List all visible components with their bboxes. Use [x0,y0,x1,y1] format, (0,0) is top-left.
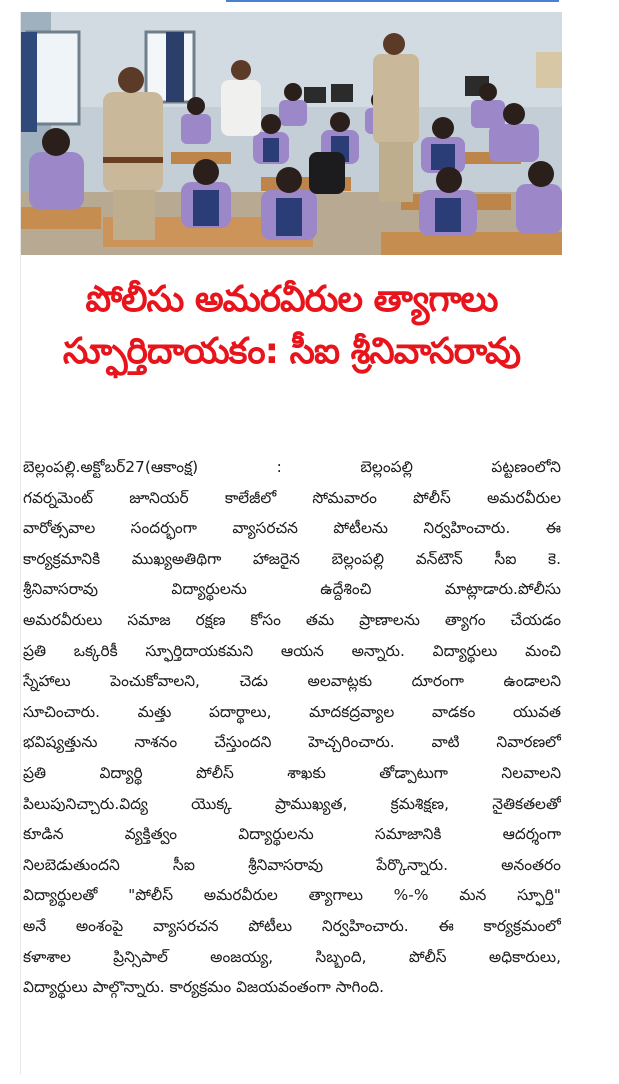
article-line: భవిష్యత్తును నాశనం చేస్తుందని హెచ్చరించారు. వాటి నివారణలో [23,733,561,752]
article-line: వారోత్సవాల సందర్భంగా వ్యాసరచన పోటీలను నిర్వహించారు. ఈ [23,519,561,538]
article-line: సూచించారు. మత్తు పదార్థాలు, మాదకద్రవ్యాల వాడకం యువత [23,702,561,721]
article-line: అనే అంశంపై వ్యాసరచన పోటీలు నిర్వహించారు. ఈ కార్యక్రమంలో [23,916,561,935]
article-line: బెల్లంపల్లి.అక్టోబర్27(ఆకాంక్ష) : బెల్లంపల్లి పట్టణంలోని [23,458,561,476]
article-line: ప్రతి విద్యార్థి పోలీస్ శాఖకు తోడ్పాటుగా నిలవాలని [23,763,561,782]
article-line: నిలబెడుతుందని సీఐ శ్రీనివాసరావు పేర్కొన్నారు. అనంతరం [23,855,561,874]
article-line: గవర్నమెంట్ జూనియర్ కాలేజీలో సోమవారం పోలీస్ అమరవీరుల [23,488,561,507]
article-line: స్నేహాలు పెంచుకోవాలని, చెడు అలవాట్లకు దూరంగా ఉండాలని [23,672,561,691]
article-line: అమరవీరులు సమాజ రక్షణ కోసం తమ ప్రాణాలను త్యాగం చేయడం [23,610,561,629]
headline [21,274,562,378]
article-line: కూడిన వ్యక్తిత్వం విద్యార్థులను సమాజానికి ఆదర్శంగా [23,825,561,844]
newspaper-clipping [20,12,562,1074]
article-line: కార్యక్రమానికి ముఖ్యఅతిథిగా హాజరైన బెల్లంపల్లి వన్‌టౌన్ సీఐ కె. [23,549,561,568]
article-line: పిలుపునిచ్చారు.విద్య యొక్క ప్రాముఖ్యత, క్రమశిక్షణ, నైతికతలతో [23,794,561,813]
article-line: కళాశాల ప్రిన్సిపాల్ అంజయ్య, సిబ్బంది, పోలీస్ అధికారులు, [23,947,561,966]
article-line: శ్రీనివాసరావు విద్యార్థులను ఉద్దేశించి మాట్లాడారు.పోలీసు [23,580,561,599]
headline-line-1: పోలీసు అమరవీరుల త్యాగాలు [85,279,498,320]
article-line: విద్యార్థులు పాల్గొన్నారు. కార్యక్రమం విజయవంతంగా సాగింది. [23,978,385,997]
article-line: ప్రతి ఒక్కరికీ స్ఫూర్తిదాయకమని ఆయన అన్నారు. విద్యార్థులు మంచి [23,641,561,660]
article-body [23,452,561,1003]
headline-line-2: స్ఫూర్తిదాయకం: సీఐ శ్రీనివాసరావు [62,331,521,372]
classroom-exam-photo [21,12,562,255]
top-accent-rule [226,0,559,2]
article-line: విద్యార్థులతో "పోలీస్ అమరవీరుల త్యాగాలు %-% మన స్ఫూర్తి" [23,886,561,905]
